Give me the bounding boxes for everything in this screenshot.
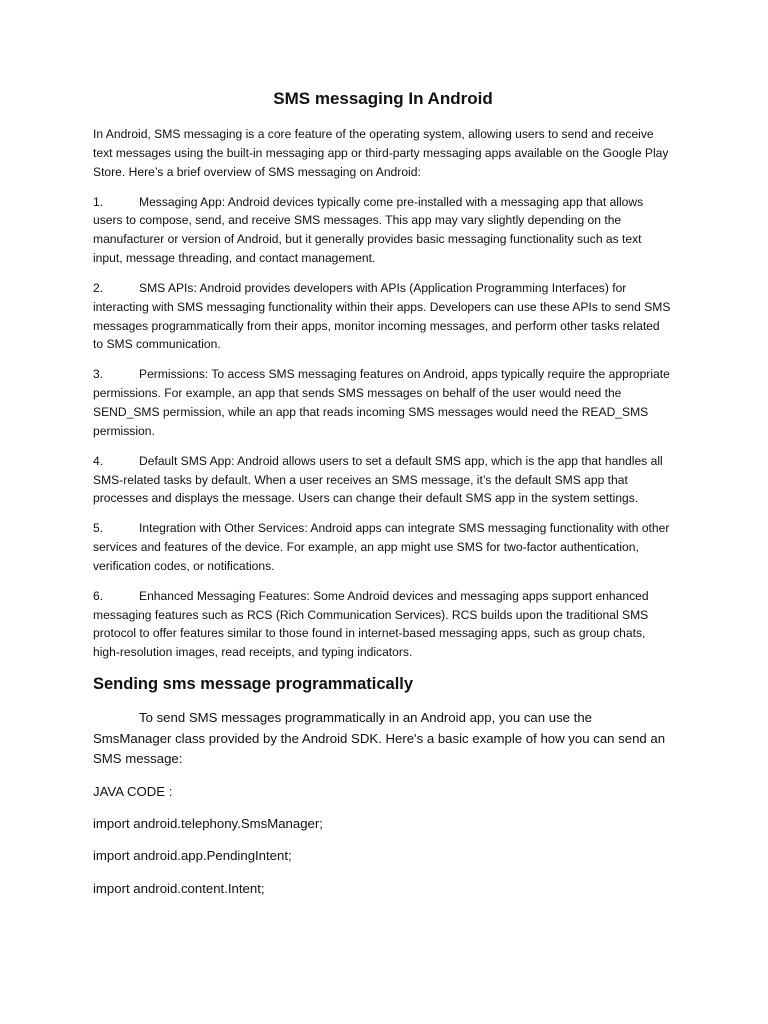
- list-item: [93, 279, 673, 354]
- section-intro-paragraph: To send SMS messages programmatically in an Android app, you can use the SmsManager class provided by the Android SDK. Here's a basic example of how you can send an SMS message:: [93, 710, 666, 767]
- list-item: [93, 452, 673, 508]
- document-title: SMS messaging In Android: [273, 89, 493, 108]
- list-item-number: 3.: [93, 367, 104, 382]
- list-item-text: Enhanced Messaging Features: Some Android devices and messaging apps support enhanced messaging features such as RCS (Rich Communication Services). RCS builds upon the traditional SMS protocol to offer features similar to those found in internet-based messaging apps, such as group chats, high-resolution images, read receipts, and typing indicators.: [93, 588, 649, 660]
- list-item: [93, 193, 673, 268]
- list-item-number: 6.: [93, 588, 104, 603]
- list-item-text: Messaging App: Android devices typically come pre-installed with a messaging app that allows users to compose, send, and receive SMS messages. This app may vary slightly depending on the manufacturer or version of Android, but it generally provides basic messaging functionality such as text input, message threading, and contact management.: [93, 194, 644, 265]
- list-item-text: Default SMS App: Android allows users to set a default SMS app, which is the app that handles all SMS-related tasks by default. When a user receives an SMS message, it’s the default SMS app that processes and displays the message. Users can change their default SMS app in the system settings.: [93, 453, 663, 506]
- list-item-number: 4.: [93, 453, 104, 468]
- list-item: [93, 365, 673, 440]
- section-heading: Sending sms message programmatically: [93, 675, 414, 694]
- list-item: [93, 519, 673, 575]
- code-line: import android.telephony.SmsManager;: [93, 815, 323, 831]
- list-item: [93, 587, 673, 662]
- list-item-number: 1.: [93, 194, 104, 209]
- intro-paragraph: In Android, SMS messaging is a core feature of the operating system, allowing users to send and receive text messages using the built-in messaging app or third-party messaging apps available on the Google Play Store. Here’s a brief overview of SMS messaging on Android:: [93, 127, 669, 179]
- list-item-number: 5.: [93, 521, 104, 536]
- list-item-text: Integration with Other Services: Android apps can integrate SMS messaging functionality with other services and features of the device. For example, an app might use SMS for two-factor authentication, verification codes, or notifications.: [93, 521, 670, 573]
- code-line: import android.app.PendingIntent;: [93, 848, 292, 864]
- code-label: JAVA CODE :: [93, 783, 173, 799]
- document-page: [93, 88, 673, 911]
- list-item-text: SMS APIs: Android provides developers with APIs (Application Programming Interfaces) for interacting with SMS messaging functionality within their apps. Developers can use these APIs to send SMS messages programmatically from their apps, monitor incoming messages, and perform other tasks related to SMS communication.: [93, 280, 671, 352]
- list-item-number: 2.: [93, 280, 104, 295]
- list-item-text: Permissions: To access SMS messaging features on Android, apps typically require the appropriate permissions. For example, an app that sends SMS messages on behalf of the user would need the SEND_SMS permission, while an app that reads incoming SMS messages would need the READ_SMS permission.: [93, 367, 670, 438]
- code-line: import android.content.Intent;: [93, 880, 265, 896]
